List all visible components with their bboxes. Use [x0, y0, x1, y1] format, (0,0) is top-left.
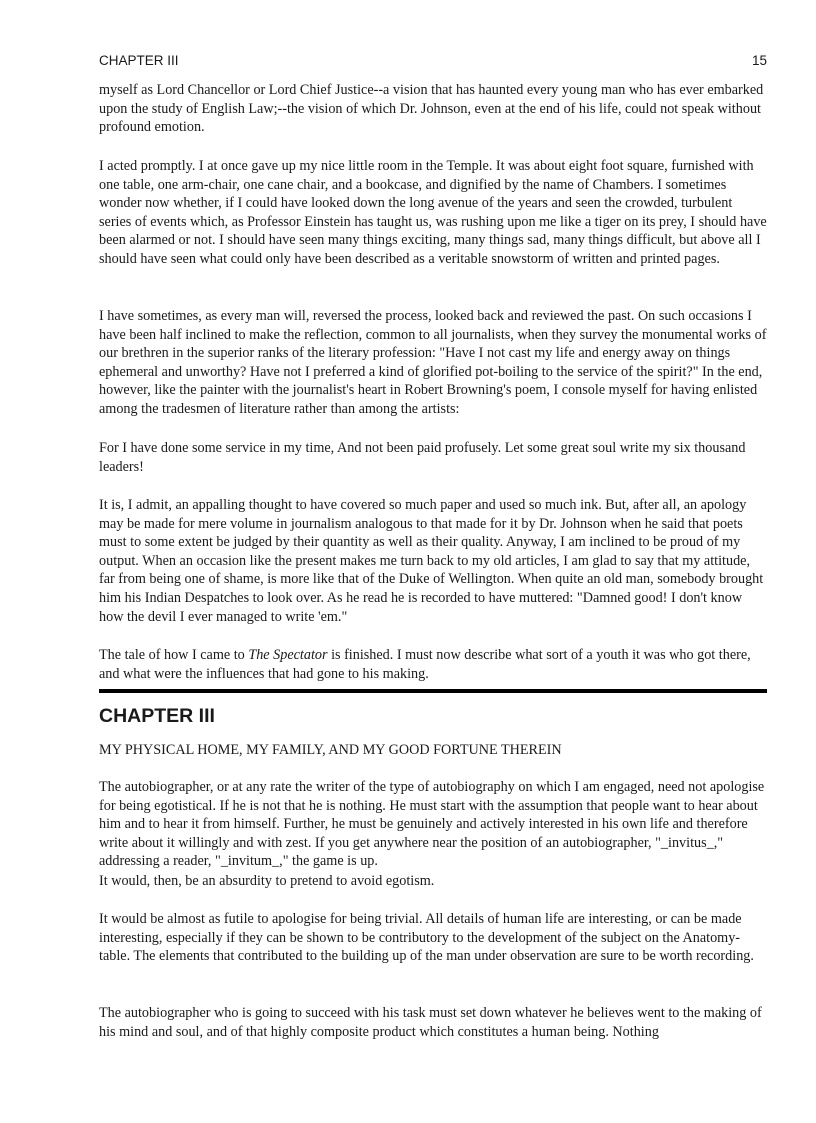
paragraph-spectator [99, 646, 767, 683]
paragraph: It would, then, be an absurdity to pretend to avoid egotism. [99, 873, 435, 889]
paragraph: I have sometimes, as every man will, reversed the process, looked back and reviewed the past. On such occasions I have been half inclined to make the reflection, common to all journalists, when they survey the monumental works of our brethren in the superior ranks of the literary profession: "Have I not cast my life and energy away on things ephemeral and unworthy? Have not I preferred a kind of glorified pot-boiling to the service of the spirit?" In the end, however, like the painter with the journalist's heart in Robert Browning's poem, I console myself for having enlisted among the tradesmen of literature rather than among the artists: [99, 308, 767, 417]
chapter-subtitle: MY PHYSICAL HOME, MY FAMILY, AND MY GOOD FORTUNE THEREIN [99, 742, 562, 758]
paragraph: The autobiographer, or at any rate the writer of the type of autobiography on which I am engaged, need not apologise for being egotistical. If he is not that he is nothing. He must start with the assumption that people want to hear about him and to hear it from himself. Further, he must be genuinely and actively interested in his own life and therefore write about it willingly and with zest. If you get anywhere near the position of an autobiographer, "_invitus_," addressing a reader, "_invitum_," the game is up. [99, 779, 765, 870]
section-divider [99, 689, 767, 693]
text-run: is finished. I must now describe what sort of a youth it was who got there, and what were the influences that had gone to his making. [99, 647, 751, 682]
paragraph: It would be almost as futile to apologise for being trivial. All details of human life are interesting, or can be made interesting, especially if they can be shown to be contributory to the development of the subject on the Anatomy-table. The elements that contributed to the building up of the man under observation are sure to be worth recording. [99, 911, 754, 965]
poem-quote: For I have done some service in my time, And not been paid profusely. Let some great soul write my six thousand leaders! [99, 440, 746, 475]
page-number: 15 [751, 53, 767, 68]
paragraph: myself as Lord Chancellor or Lord Chief Justice--a vision that has haunted every young man who has ever embarked upon the study of English Law;--the vision of which Dr. Johnson, even at the end of his life, could not speak without profound emotion. [99, 82, 764, 136]
text-run: The tale of how I came to [99, 647, 249, 663]
paragraph: It is, I admit, an appalling thought to have covered so much paper and used so much ink. But, after all, an apology may be made for mere volume in journalism analogous to that made for it by Dr. Johnson when he said that poets must to some extent be judged by their quantity as well as their quality. Anyway, I am inclined to be proud of my output. When an occasion like the present makes me turn back to my old articles, I am glad to say that my attitude, far from being one of shame, is more like that of the Duke of Wellington. When quite an old man, somebody brought him his Indian Despatches to look over. As he read he is recorded to have muttered: "Damned good! I don't know how the devil I ever managed to write 'em." [99, 497, 764, 625]
paragraph: The autobiographer who is going to succeed with his task must set down whatever he believes went to the making of his mind and soul, and of that highly composite product which constitutes a human being. Nothing [99, 1005, 762, 1040]
chapter-heading: CHAPTER III [99, 705, 215, 727]
header-chapter-title: CHAPTER III [99, 53, 179, 68]
running-header [99, 53, 767, 71]
paragraph: I acted promptly. I at once gave up my nice little room in the Temple. It was about eight foot square, furnished with one table, one arm-chair, one cane chair, and a bookcase, and dignified by the name of Chambers. I sometimes wonder now whether, if I could have looked down the long avenue of the years and seen the crowded, turbulent series of events which, as Professor Einstein has taught us, was rushing upon me like a tiger on its prey, I should have been alarmed or not. I should have seen many things exciting, many things sad, many things difficult, but above all I should have seen what could only have been described as a veritable snowstorm of written and printed pages. [99, 158, 767, 267]
publication-title: The Spectator [248, 647, 328, 663]
